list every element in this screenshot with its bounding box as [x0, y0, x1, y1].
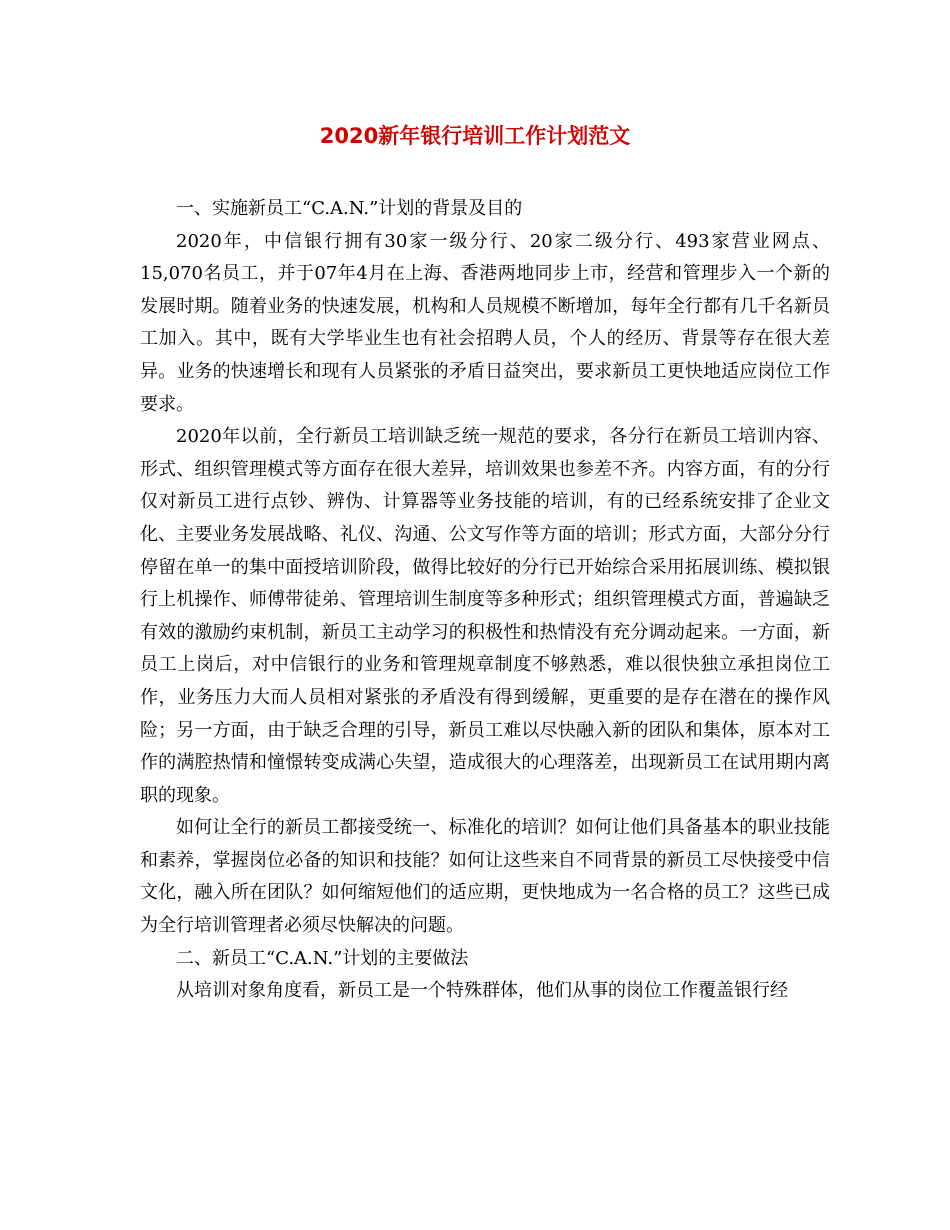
paragraph-4: 从培训对象角度看，新员工是一个特殊群体，他们从事的岗位工作覆盖银行经	[176, 980, 788, 1002]
document-title: 2020新年银行培训工作计划范文	[319, 124, 631, 148]
paragraph-3: 如何让全行的新员工都接受统一、标准化的培训？如何让他们具备基本的职业技能和素养，掌握岗位必备的知识和技能？如何让这些来自不同背景的新员工尽快接受中信文化，融入所在团队？如何缩短他们的适应期，更快地成为一名合格的员工？这些已成为全行培训管理者必须尽快解决的问题。	[140, 817, 830, 937]
paragraph-1: 2020年，中信银行拥有30家一级分行、20家二级分行、493家营业网点、15,070名员工，并于07年4月在上海、香港两地同步上市，经营和管理步入一个新的发展时期。随着业务的快速发展，机构和人员规模不断增加，每年全行都有几千名新员工加入。其中，既有大学毕业生也有社会招聘人员，个人的经历、背景等存在很大差异。业务的快速增长和现有人员紧张的矛盾日益突出，要求新员工更快地适应岗位工作要求。	[140, 230, 830, 415]
paragraph-2: 2020年以前，全行新员工培训缺乏统一规范的要求，各分行在新员工培训内容、形式、组织管理模式等方面存在很大差异，培训效果也参差不齐。内容方面，有的分行仅对新员工进行点钞、辨伪、计算器等业务技能的培训，有的已经系统安排了企业文化、主要业务发展战略、礼仪、沟通、公文写作等方面的培训；形式方面，大部分分行停留在单一的集中面授培训阶段，做得比较好的分行已开始综合采用拓展训练、模拟银行上机操作、师傅带徒弟、管理培训生制度等多种形式；组织管理模式方面，普遍缺乏有效的激励约束机制，新员工主动学习的积极性和热情没有充分调动起来。一方面，新员工上岗后，对中信银行的业务和管理规章制度不够熟悉，难以很快独立承担岗位工作，业务压力大而人员相对紧张的矛盾没有得到缓解，更重要的是存在潜在的操作风险；另一方面，由于缺乏合理的引导，新员工难以尽快融入新的团队和集体，原本对工作的满腔热情和憧憬转变成满心失望，造成很大的心理落差，出现新员工在试用期内离职的现象。	[140, 426, 830, 806]
document-body	[140, 193, 830, 1008]
section-heading-1: 一、实施新员工“C.A.N.”计划的背景及目的	[176, 198, 523, 219]
section-heading-2: 二、新员工“C.A.N.”计划的主要做法	[176, 947, 469, 969]
